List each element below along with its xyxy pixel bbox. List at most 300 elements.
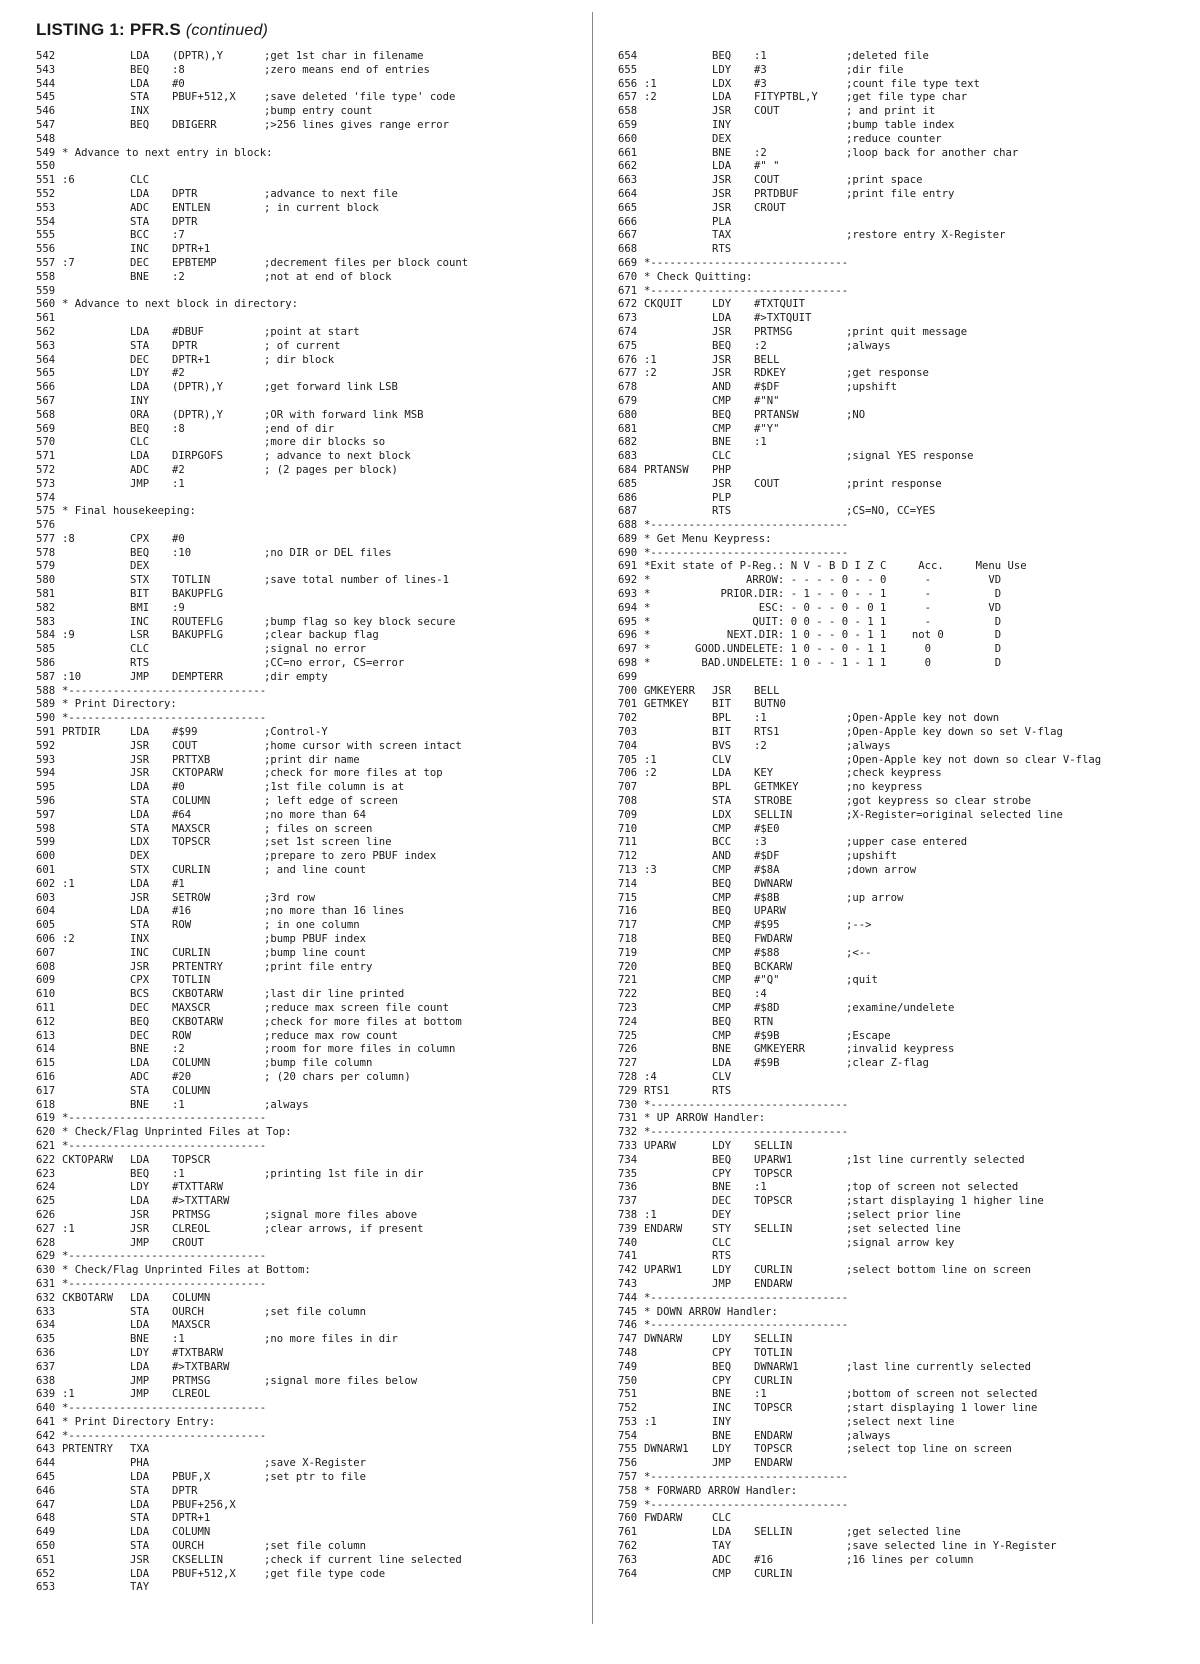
code-line — [36, 961, 584, 975]
line-number: 615 — [36, 1057, 56, 1070]
line-operand: #$9B — [754, 1057, 780, 1070]
line-operand: #16 — [754, 1553, 774, 1566]
line-label: :10 — [62, 670, 82, 683]
line-number: 645 — [36, 1471, 56, 1484]
line-operand: #$8D — [754, 1001, 780, 1014]
line-label: *------------------------------- — [644, 1126, 849, 1139]
code-line — [618, 864, 1178, 878]
line-label: *------------------------------- — [644, 256, 849, 269]
line-operand: PRTMSG — [754, 325, 793, 338]
line-opcode: DEX — [130, 850, 150, 863]
line-comment: ;save total number of lines-1 — [264, 574, 449, 587]
line-comment: ;no more than 16 lines — [264, 905, 405, 918]
line-operand: SELLIN — [754, 808, 793, 821]
listing-continued-note: (continued) — [185, 22, 269, 39]
line-operand: :2 — [172, 270, 185, 283]
line-number: 734 — [618, 1153, 638, 1166]
line-number: 647 — [36, 1498, 56, 1511]
line-comment: ;set selected line — [846, 1222, 961, 1235]
line-label: *------------------------------- — [62, 1402, 267, 1415]
line-opcode: PHP — [712, 463, 732, 476]
code-line — [618, 1512, 1178, 1526]
line-operand: CROUT — [754, 201, 786, 214]
code-line — [36, 1057, 584, 1071]
line-opcode: JMP — [130, 670, 150, 683]
code-line — [36, 340, 584, 354]
line-opcode: BNE — [712, 436, 732, 449]
line-number: 553 — [36, 201, 56, 214]
line-comment: ;get selected line — [846, 1526, 961, 1539]
line-opcode: LDA — [712, 160, 732, 173]
code-line — [618, 671, 1178, 685]
line-label: *------------------------------- — [62, 1277, 267, 1290]
line-operand: #TXTTARW — [172, 1181, 224, 1194]
line-number: 594 — [36, 767, 56, 780]
code-line — [36, 1581, 584, 1595]
line-number: 632 — [36, 1291, 56, 1304]
line-opcode: JSR — [130, 739, 150, 752]
line-number: 603 — [36, 891, 56, 904]
line-label: *------------------------------- — [644, 1098, 849, 1111]
line-opcode: DEC — [130, 1029, 150, 1042]
line-comment: ;loop back for another char — [846, 146, 1019, 159]
line-comment: ;bump flag so key block secure — [264, 615, 456, 628]
line-operand: KEY — [754, 767, 774, 780]
line-comment: ;get forward link LSB — [264, 381, 398, 394]
code-line — [36, 505, 584, 519]
code-line — [36, 836, 584, 850]
line-comment: ;decrement files per block count — [264, 256, 469, 269]
code-line — [36, 450, 584, 464]
line-number: 547 — [36, 118, 56, 131]
code-line — [618, 1071, 1178, 1085]
line-comment: ;Escape — [846, 1029, 891, 1042]
line-label: :1 — [644, 1208, 657, 1221]
code-line — [36, 1209, 584, 1223]
line-operand: :1 — [754, 50, 767, 62]
line-number: 738 — [618, 1208, 638, 1221]
line-operand: CLREOL — [172, 1222, 211, 1235]
line-number: 565 — [36, 367, 56, 380]
code-line — [36, 1112, 584, 1126]
line-operand: CKTOPARW — [172, 767, 224, 780]
code-line — [36, 1085, 584, 1099]
line-number: 721 — [618, 974, 638, 987]
line-number: 755 — [618, 1443, 638, 1456]
line-operand: PRTDBUF — [754, 187, 799, 200]
line-number: 571 — [36, 450, 56, 463]
line-comment: ;print space — [846, 174, 923, 187]
line-comment: ;Control-Y — [264, 726, 328, 739]
code-line — [618, 1526, 1178, 1540]
line-opcode: LDA — [130, 1471, 150, 1484]
line-operand: COUT — [172, 739, 198, 752]
line-comment: ;save deleted 'file type' code — [264, 91, 456, 104]
line-number: 742 — [618, 1264, 638, 1277]
line-opcode: CPY — [712, 1167, 732, 1180]
code-line — [618, 1554, 1178, 1568]
line-opcode: PHA — [130, 1457, 150, 1470]
line-opcode: BIT — [712, 698, 732, 711]
line-number: 712 — [618, 850, 638, 863]
line-number: 757 — [618, 1471, 638, 1484]
line-comment: ;check for more files at top — [264, 767, 443, 780]
line-number: 684 — [618, 463, 638, 476]
line-operand: PRTTXB — [172, 753, 211, 766]
code-line — [618, 395, 1178, 409]
line-opcode: LDA — [130, 381, 150, 394]
line-opcode: CMP — [712, 919, 732, 932]
line-number: 657 — [618, 91, 638, 104]
line-opcode: INC — [130, 946, 150, 959]
line-label: :2 — [644, 91, 657, 104]
line-operand: RDKEY — [754, 367, 786, 380]
line-operand: #16 — [172, 905, 192, 918]
line-label: CKQUIT — [644, 298, 683, 311]
code-line — [36, 919, 584, 933]
line-number: 669 — [618, 256, 638, 269]
line-operand: CROUT — [172, 1236, 204, 1249]
code-line — [618, 1485, 1178, 1499]
line-opcode: LDA — [130, 1319, 150, 1332]
code-line — [618, 229, 1178, 243]
code-line — [36, 726, 584, 740]
code-line — [618, 961, 1178, 975]
line-comment: ;3rd row — [264, 891, 316, 904]
line-opcode: BPL — [712, 781, 732, 794]
line-opcode: JSR — [712, 684, 732, 697]
line-label: * Check/Flag Unprinted Files at Bottom: — [62, 1264, 311, 1277]
line-label: CKBOTARW — [62, 1291, 114, 1304]
line-number: 596 — [36, 795, 56, 808]
line-number: 622 — [36, 1153, 56, 1166]
code-line — [36, 905, 584, 919]
line-number: 546 — [36, 105, 56, 118]
line-opcode: JSR — [712, 477, 732, 490]
line-number: 630 — [36, 1264, 56, 1277]
code-line — [36, 616, 584, 630]
line-label: DWNARW1 — [644, 1443, 689, 1456]
code-line — [36, 478, 584, 492]
code-line — [36, 1333, 584, 1347]
line-number: 759 — [618, 1498, 638, 1511]
line-operand: #$8A — [754, 864, 780, 877]
line-number: 612 — [36, 1015, 56, 1028]
line-operand: RTS1 — [754, 726, 780, 739]
code-line — [36, 492, 584, 506]
line-number: 660 — [618, 132, 638, 145]
line-number: 651 — [36, 1553, 56, 1566]
line-opcode: STA — [130, 1540, 150, 1553]
code-line — [618, 905, 1178, 919]
line-label: * Get Menu Keypress: — [644, 532, 772, 545]
code-line — [36, 1250, 584, 1264]
line-number: 704 — [618, 739, 638, 752]
line-number: 718 — [618, 933, 638, 945]
line-number: 642 — [36, 1429, 56, 1442]
line-operand: TOPSCR — [754, 1402, 793, 1415]
code-line — [618, 1278, 1178, 1292]
line-operand: BCKARW — [754, 960, 793, 973]
line-comment: ;OR with forward link MSB — [264, 408, 424, 421]
code-line — [618, 50, 1178, 64]
line-number: 635 — [36, 1333, 56, 1346]
line-number: 550 — [36, 160, 56, 173]
line-comment: ;set 1st screen line — [264, 836, 392, 849]
line-number: 663 — [618, 174, 638, 187]
line-number: 751 — [618, 1388, 638, 1401]
line-operand: #"Y" — [754, 422, 780, 435]
line-number: 625 — [36, 1195, 56, 1208]
line-number: 743 — [618, 1277, 638, 1290]
line-number: 733 — [618, 1139, 638, 1152]
line-comment: ;CS=NO, CC=YES — [846, 505, 936, 518]
line-comment: ;X-Register=original selected line — [846, 808, 1063, 821]
line-operand: #3 — [754, 77, 767, 90]
code-line — [36, 878, 584, 892]
line-number: 692 — [618, 574, 638, 587]
line-operand: :1 — [172, 1333, 185, 1346]
line-opcode: RTS — [712, 243, 732, 256]
code-line — [36, 767, 584, 781]
code-line — [618, 216, 1178, 230]
line-opcode: BEQ — [130, 118, 150, 131]
line-operand: TOTLIN — [172, 574, 211, 587]
line-comment: ;last line currently selected — [846, 1360, 1031, 1373]
line-label: :1 — [62, 877, 75, 890]
line-number: 619 — [36, 1112, 56, 1125]
column-divider — [592, 12, 593, 1624]
line-operand: ROUTEFLG — [172, 615, 224, 628]
code-line — [36, 367, 584, 381]
code-line — [36, 754, 584, 768]
line-label: CKTOPARW — [62, 1153, 114, 1166]
code-line — [618, 340, 1178, 354]
line-comment: ; files on screen — [264, 822, 373, 835]
code-line — [618, 257, 1178, 271]
code-line — [618, 1168, 1178, 1182]
code-line — [36, 1181, 584, 1195]
line-opcode: JSR — [130, 1222, 150, 1235]
code-line — [618, 1002, 1178, 1016]
code-line — [36, 1002, 584, 1016]
line-number: 702 — [618, 712, 638, 725]
line-number: 599 — [36, 836, 56, 849]
line-number: 577 — [36, 532, 56, 545]
line-opcode: JSR — [712, 174, 732, 187]
line-comment: ;reduce max screen file count — [264, 1001, 449, 1014]
line-label: * Final housekeeping: — [62, 505, 196, 518]
line-comment: ;get file type char — [846, 91, 968, 104]
line-operand: DWNARW1 — [754, 1360, 799, 1373]
line-opcode: JSR — [130, 1553, 150, 1566]
line-opcode: DEC — [130, 353, 150, 366]
line-comment: ;reduce max row count — [264, 1029, 398, 1042]
line-operand: BAKUPFLG — [172, 629, 224, 642]
line-operand: #$88 — [754, 946, 780, 959]
line-comment: ;1st file column is at — [264, 781, 405, 794]
code-line — [618, 160, 1178, 174]
line-opcode: LDA — [130, 1195, 150, 1208]
line-opcode: CLV — [712, 753, 732, 766]
line-opcode: STA — [130, 215, 150, 228]
line-number: 676 — [618, 353, 638, 366]
line-number: 740 — [618, 1236, 638, 1249]
line-comment: ;no keypress — [846, 781, 923, 794]
line-operand: (DPTR),Y — [172, 381, 224, 394]
line-comment: ;bump table index — [846, 118, 955, 131]
line-operand: #>TXTBARW — [172, 1360, 230, 1373]
line-operand: #0 — [172, 77, 185, 90]
line-operand: :4 — [754, 988, 767, 1001]
code-line — [618, 298, 1178, 312]
line-operand: TOPSCR — [754, 1167, 793, 1180]
code-line — [618, 919, 1178, 933]
line-operand: #0 — [172, 532, 185, 545]
line-label: * FORWARD ARROW Handler: — [644, 1484, 798, 1497]
line-number: 659 — [618, 118, 638, 131]
line-comment: ; advance to next block — [264, 450, 411, 463]
line-comment: ;Open-Apple key not down so clear V-flag — [846, 753, 1102, 766]
line-comment: ;printing 1st file in dir — [264, 1167, 424, 1180]
line-comment: ;got keypress so clear strobe — [846, 795, 1031, 808]
line-number: 562 — [36, 325, 56, 338]
line-operand: STROBE — [754, 795, 793, 808]
line-opcode: BPL — [712, 712, 732, 725]
line-number: 582 — [36, 601, 56, 614]
code-line — [36, 1512, 584, 1526]
line-comment: ;check keypress — [846, 767, 942, 780]
line-comment: ;no DIR or DEL files — [264, 546, 392, 559]
line-operand: :1 — [754, 1181, 767, 1194]
code-line — [36, 464, 584, 478]
line-opcode: STA — [712, 795, 732, 808]
line-number: 739 — [618, 1222, 638, 1235]
code-line — [36, 1540, 584, 1554]
line-number: 694 — [618, 601, 638, 614]
line-opcode: JSR — [712, 325, 732, 338]
line-opcode: LDA — [712, 312, 732, 325]
code-line — [36, 1071, 584, 1085]
line-opcode: INY — [712, 1415, 732, 1428]
listing-column-left — [36, 50, 584, 1595]
code-line — [618, 147, 1178, 161]
code-line — [36, 326, 584, 340]
line-opcode: LDA — [712, 1526, 732, 1539]
code-line — [36, 1043, 584, 1057]
line-number: 735 — [618, 1167, 638, 1180]
code-line — [36, 823, 584, 837]
line-operand: :2 — [754, 339, 767, 352]
line-operand: #$95 — [754, 919, 780, 932]
line-number: 581 — [36, 588, 56, 601]
line-opcode: LDY — [130, 1346, 150, 1359]
code-line — [36, 229, 584, 243]
code-line — [36, 850, 584, 864]
line-number: 579 — [36, 560, 56, 573]
line-opcode: BEQ — [130, 546, 150, 559]
line-operand: #"Q" — [754, 974, 780, 987]
code-line — [36, 1347, 584, 1361]
line-label: :1 — [644, 1415, 657, 1428]
line-comment: ;no more than 64 — [264, 808, 367, 821]
code-line — [618, 326, 1178, 340]
line-number: 586 — [36, 657, 56, 670]
line-comment: ;always — [264, 1098, 309, 1111]
code-line — [36, 740, 584, 754]
line-comment: ;save selected line in Y-Register — [846, 1540, 1057, 1553]
line-label: *------------------------------- — [62, 1139, 267, 1152]
line-comment: ;dir empty — [264, 670, 328, 683]
line-number: 688 — [618, 519, 638, 532]
code-line — [618, 685, 1178, 699]
line-opcode: LDA — [712, 767, 732, 780]
code-line — [36, 147, 584, 161]
line-number: 590 — [36, 712, 56, 725]
code-line — [36, 1278, 584, 1292]
line-comment: ;last dir line printed — [264, 988, 405, 1001]
code-line — [36, 657, 584, 671]
line-operand: CURLIN — [754, 1374, 793, 1387]
code-line — [618, 629, 1178, 643]
code-line — [618, 1471, 1178, 1485]
code-line — [618, 560, 1178, 574]
line-number: 646 — [36, 1484, 56, 1497]
line-number: 715 — [618, 891, 638, 904]
line-operand: TOTLIN — [172, 974, 211, 987]
line-label: * GOOD.UNDELETE: 1 0 - - 0 - 1 1 0 D — [644, 643, 1002, 656]
line-opcode: BEQ — [712, 408, 732, 421]
code-line — [36, 712, 584, 726]
line-comment: ;Open-Apple key not down — [846, 712, 1000, 725]
code-line — [618, 1112, 1178, 1126]
line-opcode: DEX — [712, 132, 732, 145]
line-comment: ;end of dir — [264, 422, 335, 435]
line-opcode: LDA — [712, 91, 732, 104]
line-opcode: BNE — [130, 1098, 150, 1111]
line-opcode: JSR — [712, 105, 732, 118]
line-number: 664 — [618, 187, 638, 200]
line-opcode: CLC — [712, 1236, 732, 1249]
line-opcode: LDY — [712, 1443, 732, 1456]
code-line — [36, 1154, 584, 1168]
code-line — [618, 616, 1178, 630]
line-number: 604 — [36, 905, 56, 918]
line-comment: ;get response — [846, 367, 929, 380]
code-line — [618, 988, 1178, 1002]
code-line — [36, 1485, 584, 1499]
code-line — [618, 947, 1178, 961]
line-number: 701 — [618, 698, 638, 711]
line-number: 575 — [36, 505, 56, 518]
line-opcode: STA — [130, 822, 150, 835]
line-number: 608 — [36, 960, 56, 973]
line-opcode: STA — [130, 1305, 150, 1318]
line-operand: TOPSCR — [172, 1153, 211, 1166]
code-line — [36, 1388, 584, 1402]
line-number: 741 — [618, 1250, 638, 1263]
line-operand: COUT — [754, 105, 780, 118]
line-number: 762 — [618, 1540, 638, 1553]
line-comment: ;deleted file — [846, 50, 929, 62]
line-opcode: STA — [130, 1512, 150, 1525]
line-operand: :1 — [754, 712, 767, 725]
line-opcode: STA — [130, 919, 150, 932]
code-line — [618, 1457, 1178, 1471]
code-line — [618, 505, 1178, 519]
line-operand: #>TXTQUIT — [754, 312, 812, 325]
line-opcode: BVS — [712, 739, 732, 752]
